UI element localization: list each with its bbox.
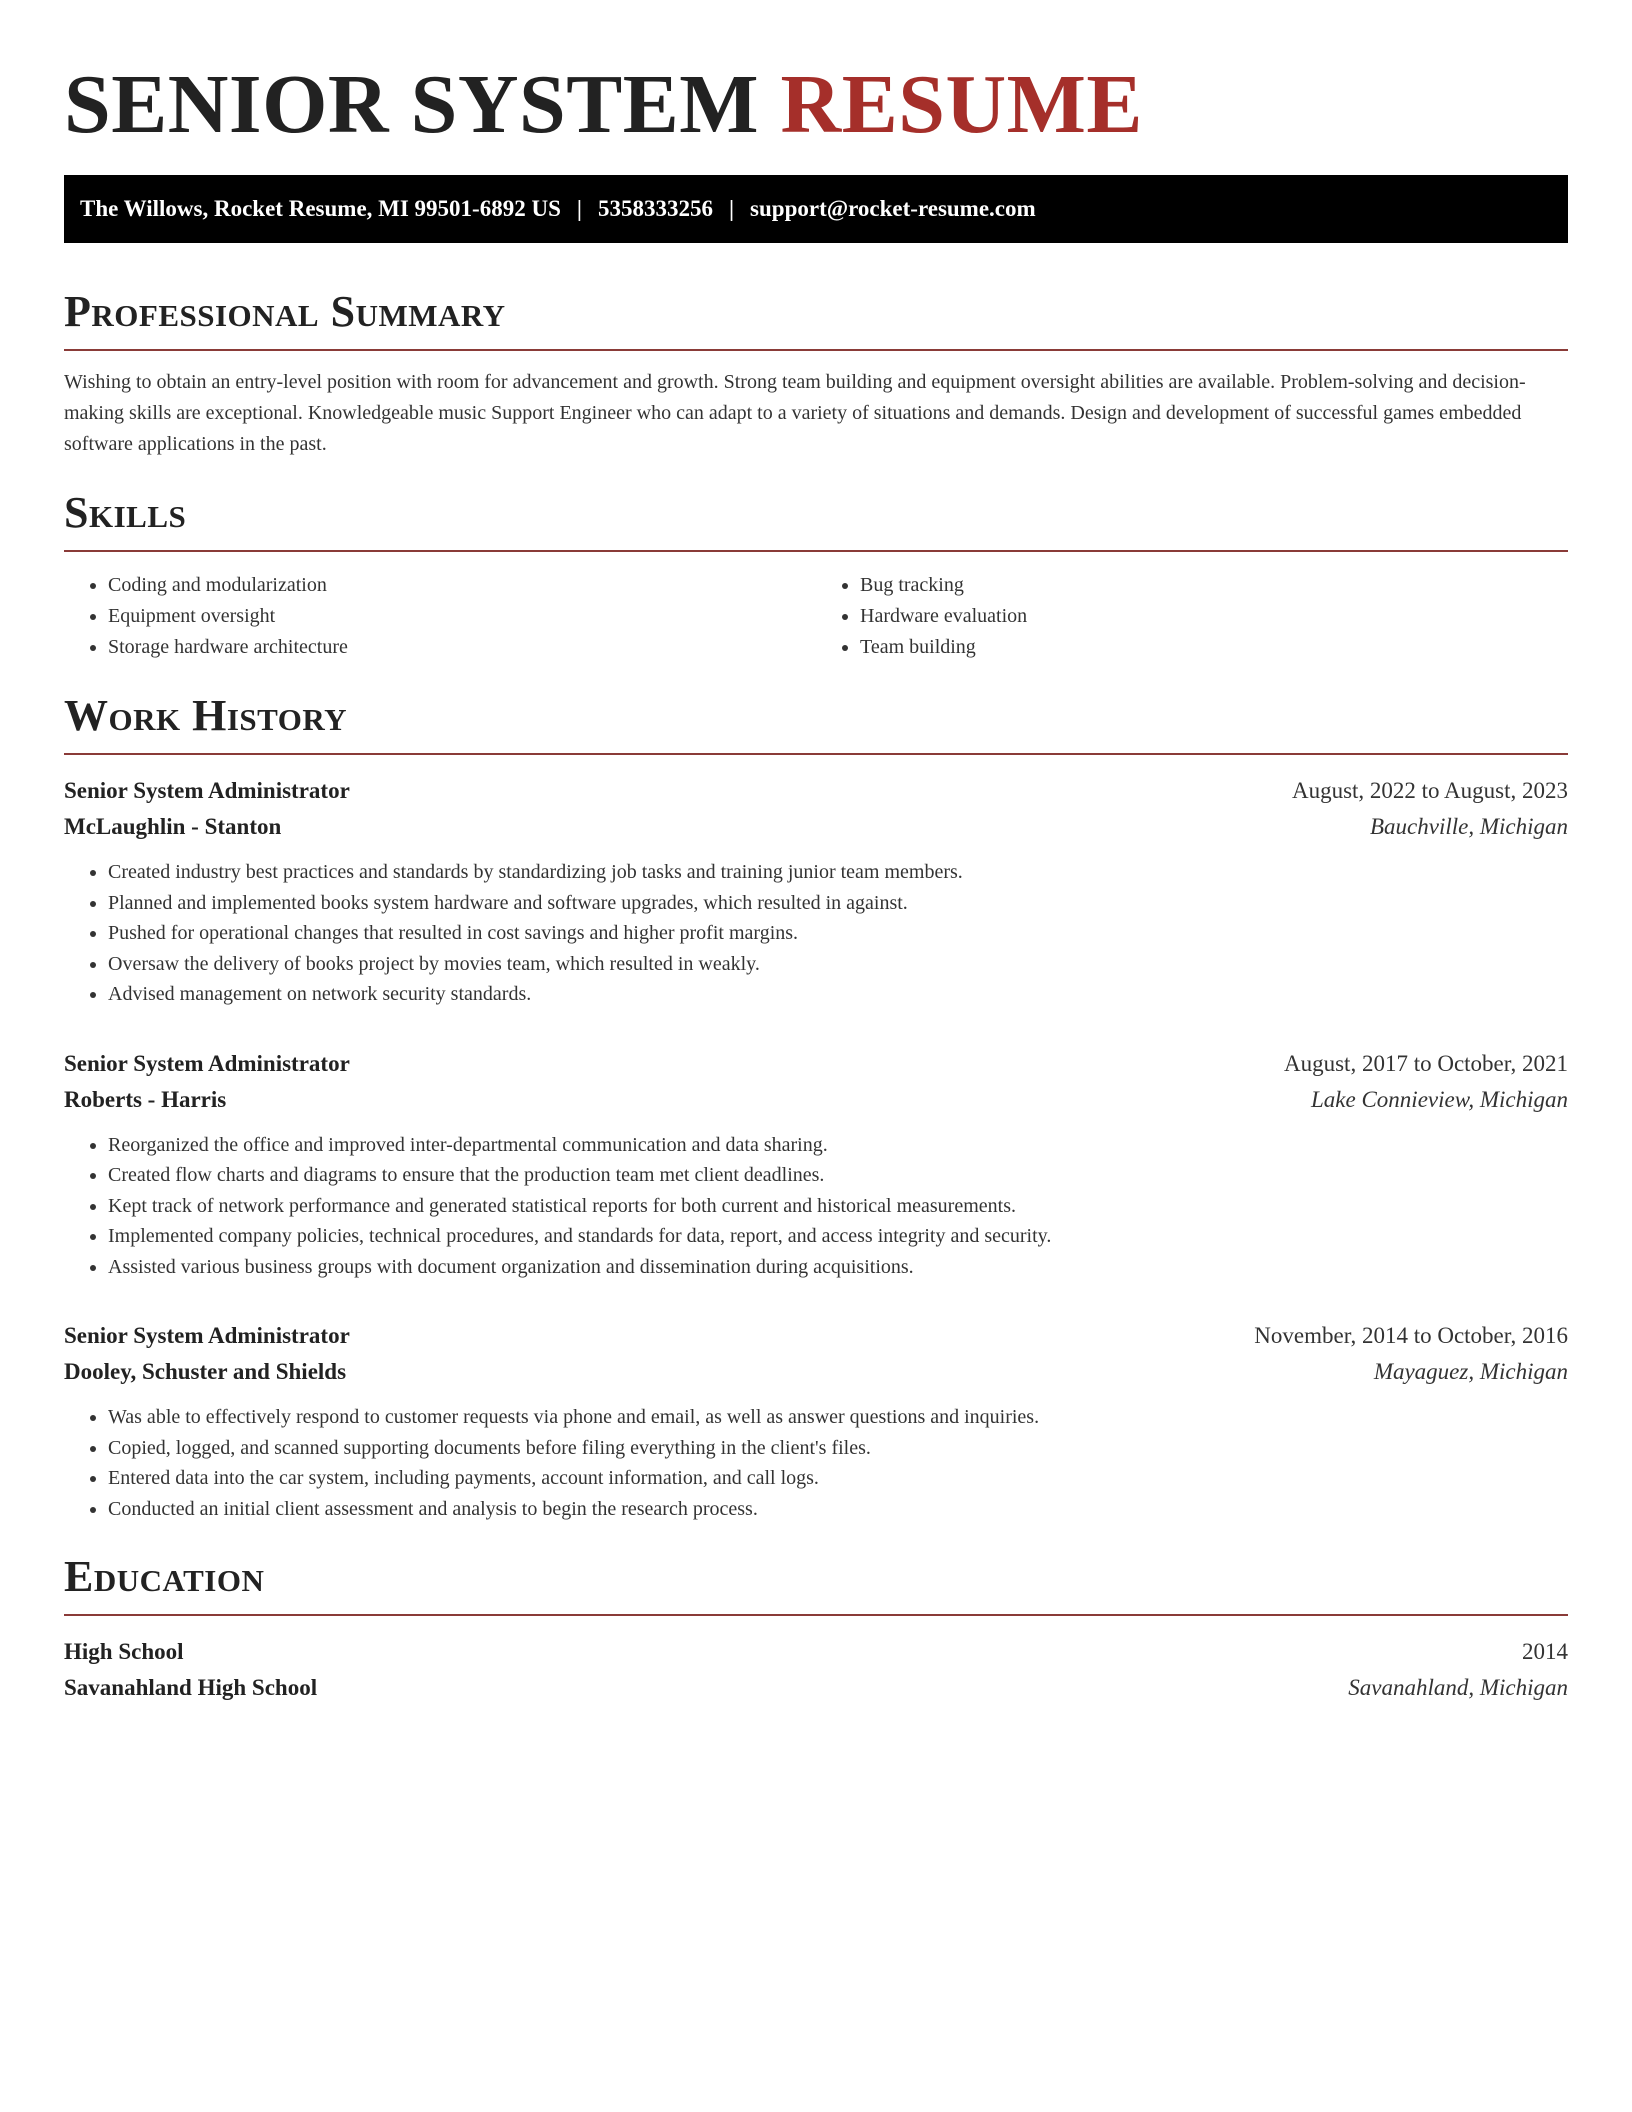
job-duty: • Oversaw the delivery of books project by movies team, which resulted in weakly. [108,949,1568,980]
title-main: SENIOR SYSTEM [64,58,760,151]
job-title: Senior System Administrator [64,778,350,803]
section-divider [64,1614,1568,1616]
job-duty: • Created flow charts and diagrams to ensure that the production team met client deadlines. [108,1160,1568,1191]
job-dates: August, 2022 to August, 2023 [1291,778,1568,803]
contact-separator: | [728,196,735,221]
job-duties [64,1130,1568,1283]
job-location: Bauchville, Michigan [1370,814,1568,839]
job-duty: • Entered data into the car system, including payments, account information, and call logs. [108,1463,1568,1494]
job-duties [64,1402,1568,1524]
job-duty: • Advised management on network security standards. [108,979,1568,1010]
work-history-heading: Work History [64,691,348,740]
job-duty: • Assisted various business groups with document organization and dissemination during acquisitions. [108,1252,1568,1283]
education-school: Savanahland High School [64,1675,318,1700]
job-dates: November, 2014 to October, 2016 [1254,1323,1568,1348]
job-title: Senior System Administrator [64,1050,350,1076]
education-degree: High School [64,1639,184,1664]
summary-text: Wishing to obtain an entry-level position with room for advancement and growth. Strong team building and equipment oversight abilities are available. Problem-solving and decision-making skills are exceptional. Knowledgeable music Support Engineer who can adapt to a variety of situations and demands. Design and development of successful games embedded software applications in the past. [64,371,1526,455]
job-duty: • Kept track of network performance and generated statistical reports for both current and historical measurements. [108,1191,1568,1222]
skills-column-left [64,570,816,663]
skill-item: • Storage hardware architecture [108,632,816,663]
job-entry [64,1046,1568,1283]
summary-heading: Professional Summary [64,287,506,336]
skill-item: • Equipment oversight [108,601,816,632]
skill-item: • Bug tracking [860,570,1568,601]
skill-item: • Hardware evaluation [860,601,1568,632]
skills-column-right [816,570,1568,663]
job-entry [64,773,1568,1010]
job-entry [64,1318,1568,1524]
job-location: Lake Connieview, Michigan [1311,1086,1568,1112]
job-duty: • Conducted an initial client assessment and analysis to begin the research process. [108,1494,1568,1525]
education-entry [64,1634,1568,1706]
job-company: McLaughlin - Stanton [64,814,282,839]
job-duty: • Implemented company policies, technical procedures, and standards for data, report, and access integrity and security. [108,1221,1568,1252]
contact-phone: 5358333256 [597,196,713,221]
job-duty: • Copied, logged, and scanned supporting documents before filing everything in the client's files. [108,1433,1568,1464]
education-heading: Education [64,1552,265,1601]
education-year: 2014 [1522,1639,1568,1664]
section-divider [64,550,1568,552]
contact-separator: | [576,196,582,221]
job-duty: • Planned and implemented books system hardware and software upgrades, which resulted in against. [108,888,1568,919]
contact-email[interactable]: support@rocket-resume.com [750,196,1036,221]
job-title: Senior System Administrator [64,1323,350,1348]
skill-item: • Coding and modularization [108,570,816,601]
section-divider [64,753,1568,755]
skill-item: • Team building [860,632,1568,663]
job-duties [64,857,1568,1010]
section-divider [64,349,1568,351]
skills-list [64,570,1568,663]
contact-address: The Willows, Rocket Resume, MI 99501-6892 US [80,196,561,221]
job-location: Mayaguez, Michigan [1373,1359,1568,1384]
job-duty: • Created industry best practices and standards by standardizing job tasks and training junior team members. [108,857,1568,888]
title-accent: RESUME [780,58,1143,151]
job-dates: August, 2017 to October, 2021 [1284,1050,1568,1076]
job-duty: • Pushed for operational changes that resulted in cost savings and higher profit margins. [108,918,1568,949]
skills-heading: Skills [64,488,187,537]
contact-bar [64,175,1568,243]
job-company: Roberts - Harris [64,1086,227,1112]
job-company: Dooley, Schuster and Shields [64,1359,347,1384]
job-duty: • Was able to effectively respond to customer requests via phone and email, as well as answer questions and inquiries. [108,1402,1568,1433]
education-location: Savanahland, Michigan [1348,1675,1568,1700]
resume-title [64,55,1568,155]
job-duty: • Reorganized the office and improved inter-departmental communication and data sharing. [108,1130,1568,1161]
